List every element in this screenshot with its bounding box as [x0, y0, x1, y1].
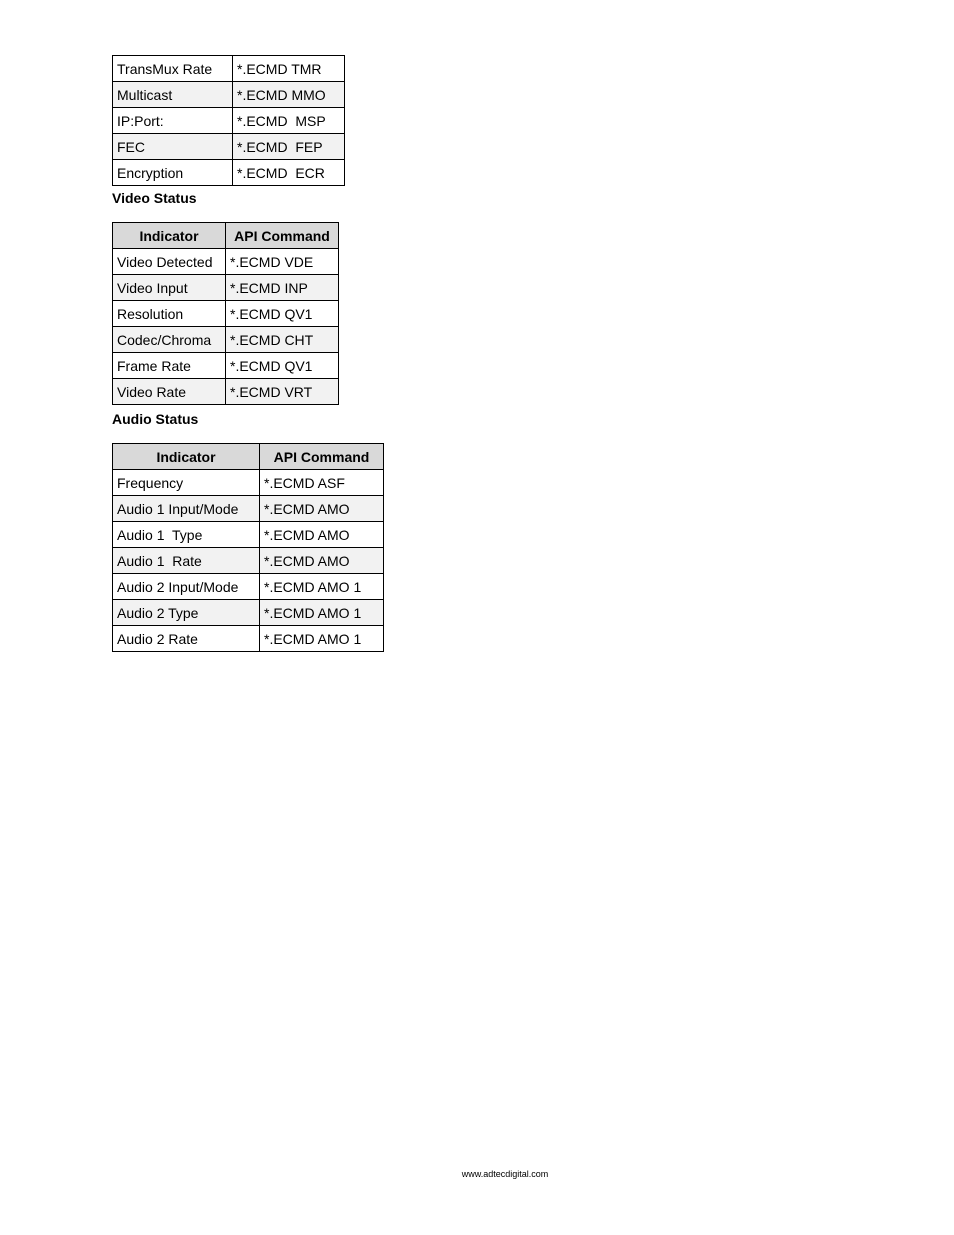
api-command-cell: *.ECMD ECR [233, 160, 345, 186]
api-command-cell: *.ECMD AMO [260, 496, 384, 522]
table-header-row [113, 444, 384, 470]
indicator-cell: IP:Port: [113, 108, 233, 134]
table-row [113, 574, 384, 600]
table-row [113, 327, 339, 353]
indicator-cell: Frequency [113, 470, 260, 496]
api-command-cell: *.ECMD AMO 1 [260, 626, 384, 652]
api-command-cell: *.ECMD AMO [260, 548, 384, 574]
indicator-cell: Audio 2 Input/Mode [113, 574, 260, 600]
table-row [113, 379, 339, 405]
api-command-cell: *.ECMD CHT [226, 327, 339, 353]
table-row [113, 82, 345, 108]
table-row [113, 626, 384, 652]
table-row [113, 353, 339, 379]
table-row [113, 600, 384, 626]
table-row [113, 134, 345, 160]
indicator-cell: Frame Rate [113, 353, 226, 379]
indicator-cell: Codec/Chroma [113, 327, 226, 353]
audio-status-title: Audio Status [112, 411, 199, 427]
column-header-api-command: API Command [226, 223, 339, 249]
indicator-cell: Multicast [113, 82, 233, 108]
table-row [113, 522, 384, 548]
table-header-row [113, 223, 339, 249]
audio-status-table [112, 443, 384, 652]
indicator-cell: FEC [113, 134, 233, 160]
indicator-cell: Video Rate [113, 379, 226, 405]
api-command-cell: *.ECMD MSP [233, 108, 345, 134]
api-command-cell: *.ECMD AMO 1 [260, 600, 384, 626]
indicator-cell: Resolution [113, 301, 226, 327]
indicator-cell: Audio 2 Type [113, 600, 260, 626]
indicator-cell: Encryption [113, 160, 233, 186]
api-command-cell: *.ECMD INP [226, 275, 339, 301]
api-command-cell: *.ECMD ASF [260, 470, 384, 496]
table-row [113, 56, 345, 82]
footer-url: www.adtecdigital.com [461, 1169, 549, 1179]
indicator-cell: Audio 1 Input/Mode [113, 496, 260, 522]
api-command-cell: *.ECMD VDE [226, 249, 339, 275]
api-command-cell: *.ECMD MMO [233, 82, 345, 108]
indicator-cell: Audio 2 Rate [113, 626, 260, 652]
api-command-cell: *.ECMD AMO [260, 522, 384, 548]
column-header-indicator: Indicator [113, 444, 260, 470]
api-command-cell: *.ECMD TMR [233, 56, 345, 82]
api-command-cell: *.ECMD AMO 1 [260, 574, 384, 600]
indicator-cell: Audio 1 Type [113, 522, 260, 548]
network-status-table [112, 55, 345, 186]
api-command-cell: *.ECMD VRT [226, 379, 339, 405]
table-row [113, 301, 339, 327]
indicator-cell: Video Detected [113, 249, 226, 275]
table-row [113, 496, 384, 522]
indicator-cell: TransMux Rate [113, 56, 233, 82]
table-row [113, 470, 384, 496]
indicator-cell: Audio 1 Rate [113, 548, 260, 574]
column-header-indicator: Indicator [113, 223, 226, 249]
column-header-api-command: API Command [260, 444, 384, 470]
video-status-title: Video Status [112, 190, 197, 206]
table-row [113, 160, 345, 186]
api-command-cell: *.ECMD QV1 [226, 301, 339, 327]
indicator-cell: Video Input [113, 275, 226, 301]
video-status-table [112, 222, 339, 405]
api-command-cell: *.ECMD FEP [233, 134, 345, 160]
table-row [113, 275, 339, 301]
api-command-cell: *.ECMD QV1 [226, 353, 339, 379]
table-row [113, 249, 339, 275]
table-row [113, 548, 384, 574]
table-row [113, 108, 345, 134]
